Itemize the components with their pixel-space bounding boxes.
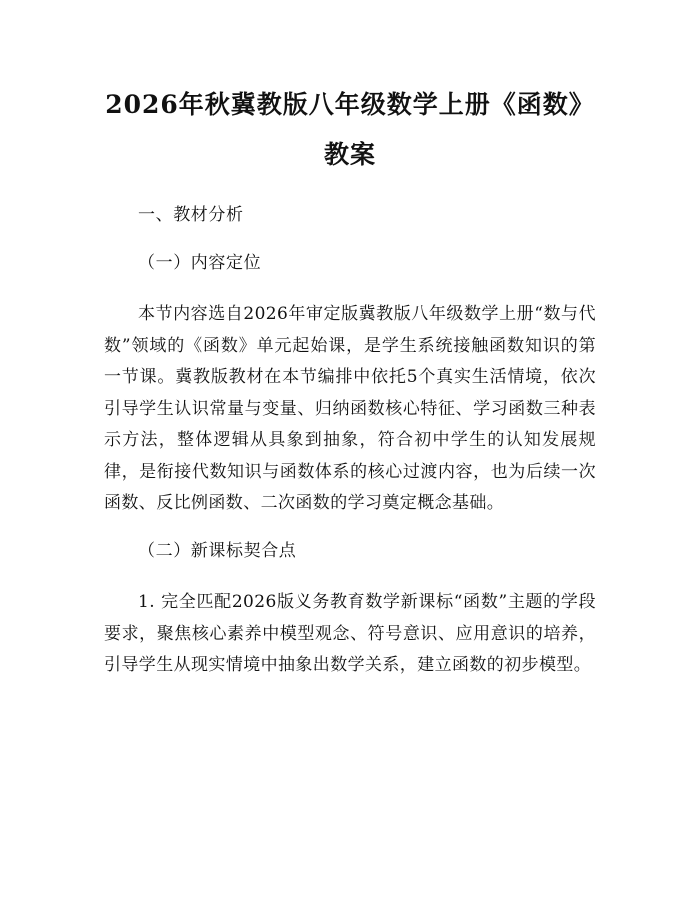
section-heading-textbook-analysis: 一、教材分析 xyxy=(138,205,244,225)
subsection-heading-content-positioning: （一）内容定位 xyxy=(138,252,262,273)
document-title: 2026年秋冀教版八年级数学上册《函数》教案 xyxy=(105,90,595,169)
paragraph-content-positioning: 本节内容选自2026年审定版冀教版八年级数学上册“数与代数”领域的《函数》单元起始课，是学生系统接触函数知识的第一节课。冀教版教材在本节编排中依托5个真实生活情境，依次引导学生认识常量与变量、归纳函数核心特征、学习函数三种表示方法，整体逻辑从具象到抽象，符合初中学生的认知发展规律，是衔接代数知识与函数体系的核心过渡内容，也为后续一次函数、反比例函数、二次函数的学习奠定概念基础。 xyxy=(104,304,596,513)
subsection-heading-curriculum-alignment: （二）新课标契合点 xyxy=(138,540,297,561)
paragraph-curriculum-alignment: 1. 完全匹配2026版义务教育数学新课标“函数”主题的学段要求，聚焦核心素养中模型观念、符号意识、应用意识的培养，引导学生从现实情境中抽象出数学关系，建立函数的初步模型。 xyxy=(104,592,596,675)
